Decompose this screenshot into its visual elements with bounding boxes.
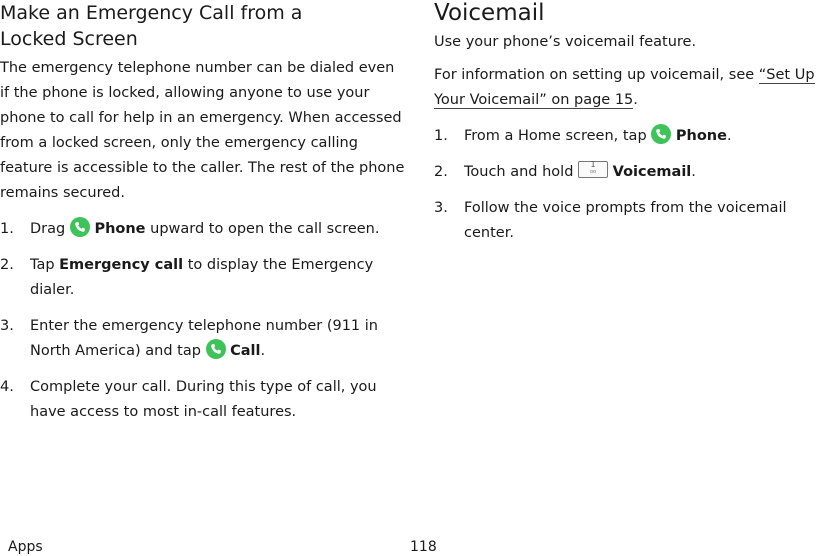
phone-icon	[651, 124, 671, 144]
step-item: 1. Drag Phone upward to open the call screen.	[0, 217, 405, 242]
heading-line-1: Make an Emergency Call from a	[0, 2, 303, 24]
heading-line-2: Locked Screen	[0, 28, 138, 50]
step-item: 3. Enter the emergency telephone number (911 in North America) and tap Call.	[0, 318, 378, 359]
setup-voicemail-link[interactable]: “Set Up Your Voicemail” on page 15	[434, 67, 815, 108]
intro-paragraph: The emergency telephone number can be dialed even if the phone is locked, allowing anyone to use your phone to call for help in an emergency. When accessed from a locked screen, only the emergency calling feature is accessible to the caller. The rest of the phone remains secured.	[0, 60, 405, 201]
left-column	[0, 0, 405, 425]
section-heading	[0, 0, 405, 52]
voicemail-steps	[434, 124, 817, 246]
footer-section-label: Apps	[8, 539, 43, 555]
page-number: 118	[410, 539, 437, 555]
step-item: 3. Follow the voice prompts from the voicemail center.	[434, 200, 787, 241]
step-item: 1. From a Home screen, tap Phone.	[434, 124, 817, 149]
step-item: 4. Complete your call. During this type of call, you have access to most in-call features.	[0, 379, 377, 420]
voicemail-info: For information on setting up voicemail, see “Set Up Your Voicemail” on page 15.	[434, 67, 815, 108]
step-item: 2. Touch and hold 1 oo Voicemail.	[434, 160, 696, 180]
step-item: 2. Tap Emergency call to display the Emergency dialer.	[0, 257, 374, 298]
right-column	[434, 0, 817, 246]
phone-icon	[70, 217, 90, 237]
emergency-steps	[0, 217, 405, 425]
phone-icon	[206, 339, 226, 359]
voicemail-intro: Use your phone’s voicemail feature.	[434, 34, 697, 50]
voicemail-heading: Voicemail	[434, 0, 545, 26]
voicemail-key-icon: 1 oo	[578, 161, 608, 178]
